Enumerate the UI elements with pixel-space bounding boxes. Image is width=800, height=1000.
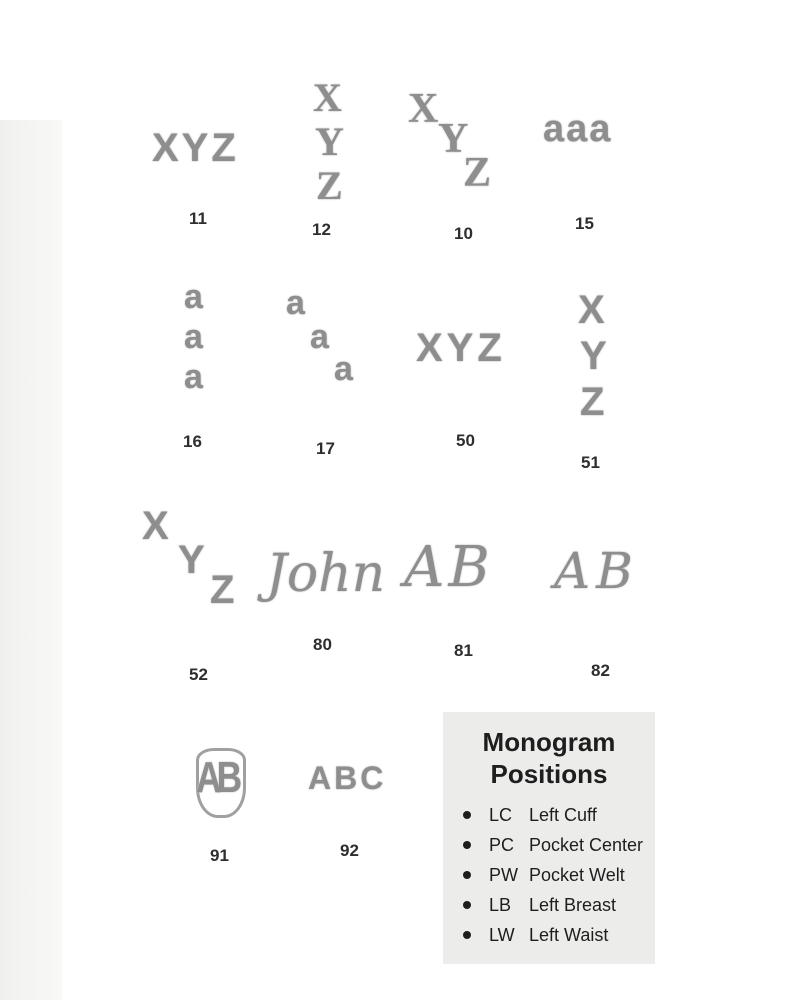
style-51-number: 51: [581, 453, 600, 472]
position-code: LC: [489, 804, 513, 825]
positions-list: [463, 800, 643, 950]
style-12-letter-2: Y: [315, 119, 344, 164]
position-code: LB: [489, 894, 512, 915]
positions-title: [443, 726, 655, 790]
bullet-icon: [463, 841, 471, 849]
position-code: PC: [489, 834, 515, 855]
style-50-number: 50: [456, 431, 475, 450]
style-12-letter-1: X: [313, 75, 342, 120]
style-15-text: aaa: [543, 108, 613, 150]
style-11-number: 11: [189, 209, 207, 228]
style-17-number: 17: [316, 439, 335, 458]
style-82-text: AB: [554, 542, 639, 600]
list-item: [463, 830, 643, 860]
style-16-number: 16: [183, 432, 202, 451]
page-shadow: [0, 120, 62, 1000]
list-item: [463, 890, 643, 920]
style-11-text: XYZ: [152, 126, 239, 170]
style-12-number: 12: [312, 220, 331, 239]
style-16-letter-2: a: [184, 318, 203, 356]
style-52-number: 52: [189, 665, 208, 684]
style-10-letter-3: Z: [463, 150, 492, 196]
style-50-text: XYZ: [416, 326, 506, 370]
style-16-letter-1: a: [184, 278, 203, 316]
position-label: Pocket Welt: [529, 864, 625, 885]
position-label: Left Breast: [529, 894, 617, 915]
position-code: PW: [489, 864, 518, 885]
style-91-text: AB: [196, 753, 238, 802]
style-81-text: AB: [404, 535, 494, 600]
style-82-number: 82: [591, 661, 610, 680]
style-10-number: 10: [454, 224, 473, 243]
style-52-letter-3: Z: [210, 568, 235, 612]
style-51-letter-2: Y: [580, 334, 607, 378]
style-80-number: 80: [313, 635, 332, 654]
bullet-icon: [463, 871, 471, 879]
style-52-letter-1: X: [142, 504, 169, 548]
style-17-letter-2: a: [310, 318, 329, 356]
position-label: Left Cuff: [529, 804, 597, 825]
position-label: Left Waist: [529, 924, 609, 945]
style-91-number: 91: [210, 846, 229, 865]
style-16-letter-3: a: [184, 358, 203, 396]
style-10-letter-1: X: [408, 86, 439, 132]
style-51-letter-3: Z: [580, 380, 605, 424]
position-code: LW: [489, 924, 515, 945]
list-item: [463, 800, 643, 830]
style-17-letter-3: a: [334, 350, 353, 388]
bullet-icon: [463, 811, 471, 819]
style-52-letter-2: Y: [178, 538, 205, 582]
monogram-positions-panel: [443, 712, 655, 964]
list-item: [463, 860, 643, 890]
style-12-letter-3: Z: [316, 163, 343, 208]
style-17-letter-1: a: [286, 284, 305, 322]
style-80-text: John: [266, 544, 386, 604]
style-15-number: 15: [575, 214, 594, 233]
style-51-letter-1: X: [578, 288, 605, 332]
bullet-icon: [463, 931, 471, 939]
style-92-number: 92: [340, 841, 359, 860]
list-item: [463, 920, 643, 950]
style-10-letter-2: Y: [438, 116, 469, 162]
style-92-text: ABC: [308, 760, 387, 796]
positions-title-line-2: Positions: [490, 759, 608, 789]
positions-title-line-1: Monogram: [482, 727, 616, 757]
bullet-icon: [463, 901, 471, 909]
position-label: Pocket Center: [529, 834, 644, 855]
style-81-number: 81: [454, 641, 473, 660]
